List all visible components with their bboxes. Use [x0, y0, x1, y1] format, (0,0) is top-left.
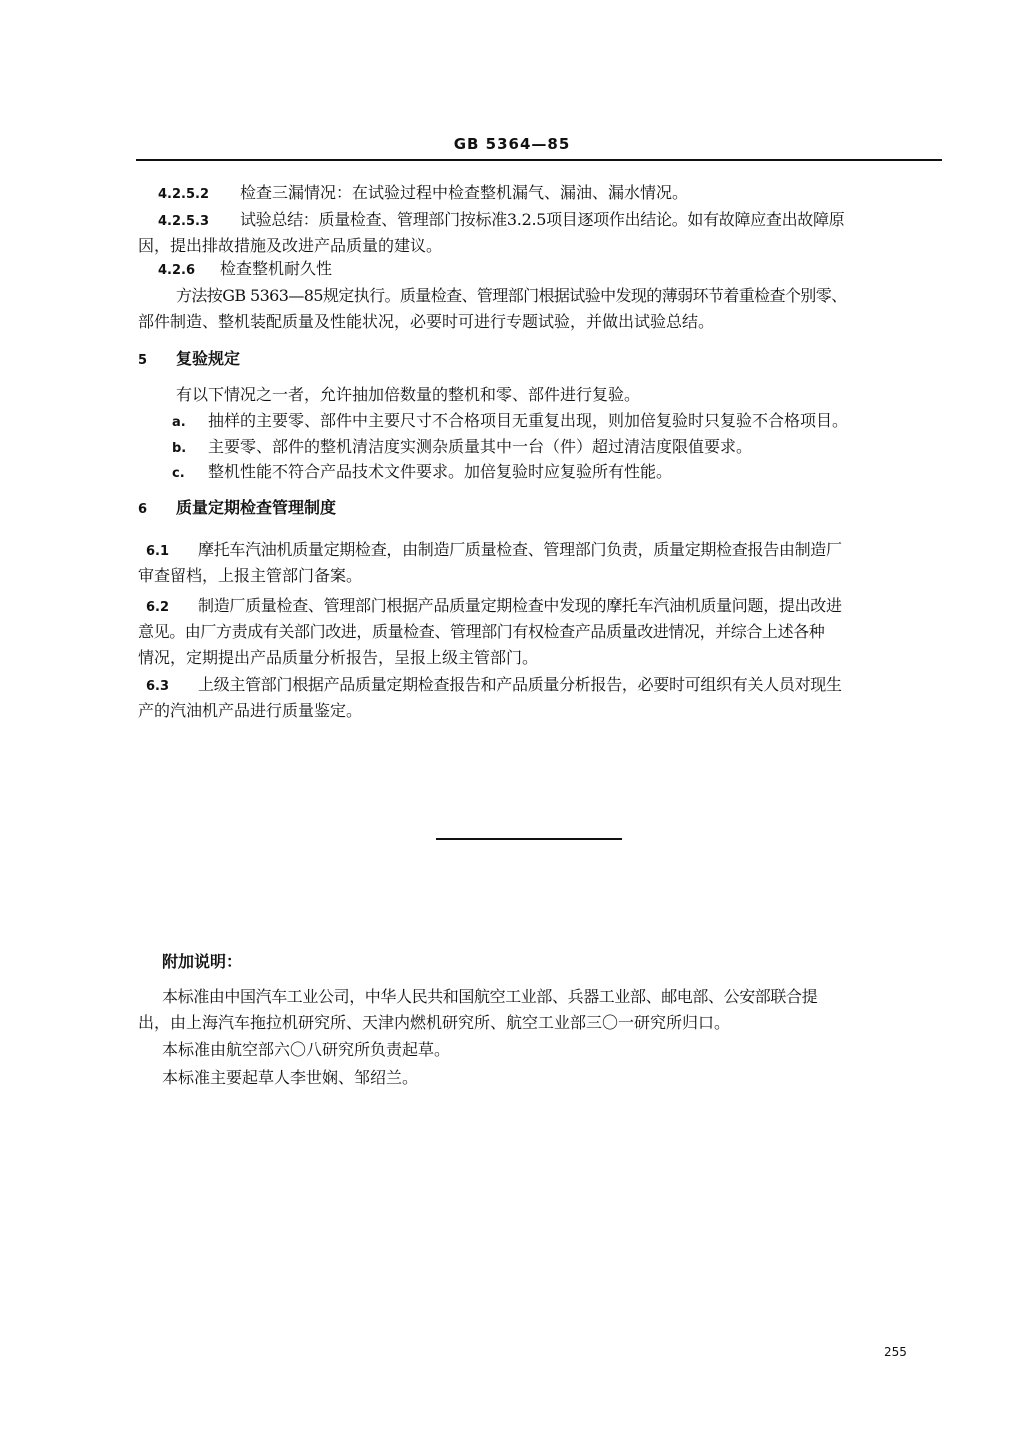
- section-5-heading: [138, 349, 240, 371]
- clause-6-2: [146, 596, 842, 618]
- clause-text: 检查三漏情况：在试验过程中检查整机漏气、漏油、漏水情况。: [240, 183, 689, 202]
- section-number: 6: [138, 502, 148, 517]
- clause-4-2-6-p2: 部件制造、整机装配质量及性能状况，必要时可进行专题试验，并做出试验总结。: [138, 312, 715, 331]
- clause-text: 摩托车汽油机质量定期检查，由制造厂质量检查、管理部门负责，质量定期检查报告由制造厂: [198, 540, 842, 559]
- clause-text: 上级主管部门根据产品质量定期检查报告和产品质量分析报告，必要时可组织有关人员对现生: [198, 675, 842, 694]
- page-number: 255: [884, 1345, 907, 1359]
- clause-number: 6.2: [146, 600, 170, 615]
- list-item: [172, 411, 848, 433]
- clause-text: 试验总结：质量检查、管理部门按标准3.2.5项目逐项作出结论。如有故障应查出故障原: [240, 210, 845, 229]
- list-item: [172, 437, 752, 459]
- notes-line: 本标准由航空部六〇八研究所负责起草。: [162, 1040, 451, 1059]
- notes-line: 本标准由中国汽车工业公司，中华人民共和国航空工业部、兵器工业部、邮电部、公安部联合提: [162, 987, 818, 1006]
- clause-number: 6.3: [146, 679, 170, 694]
- clause-4-2-6: [158, 259, 332, 281]
- section-title: 质量定期检查管理制度: [176, 498, 337, 517]
- clause-6-3-cont: 产的汽油机产品进行质量鉴定。: [138, 701, 363, 720]
- clause-number: 4.2.5.2: [158, 187, 209, 202]
- list-marker: b.: [172, 441, 187, 456]
- section-5-intro: 有以下情况之一者，允许抽加倍数量的整机和零、部件进行复验。: [176, 385, 641, 404]
- list-text: 抽样的主要零、部件中主要尺寸不合格项目无重复出现，则加倍复验时只复验不合格项目。: [208, 411, 849, 430]
- clause-6-2-cont: 意见。由厂方责成有关部门改进，质量检查、管理部门有权检查产品质量改进情况，并综合上述各种: [138, 622, 825, 641]
- list-marker: c.: [172, 466, 185, 481]
- section-6-heading: [138, 498, 336, 520]
- clause-6-3: [146, 675, 842, 697]
- clause-number: 4.2.6: [158, 263, 196, 278]
- clause-4-2-5-2: [158, 183, 688, 205]
- clause-title: 检查整机耐久性: [220, 259, 333, 278]
- end-rule: [436, 838, 622, 840]
- section-title: 复验规定: [176, 349, 241, 368]
- clause-4-2-5-3-cont: 因，提出排故措施及改进产品质量的建议。: [138, 236, 443, 255]
- header-rule: [136, 159, 942, 161]
- clause-6-1: [146, 540, 842, 562]
- document-code: GB 5364—85: [453, 135, 571, 153]
- clause-4-2-5-3: [158, 210, 844, 232]
- notes-line: 出，由上海汽车拖拉机研究所、天津内燃机研究所、航空工业部三〇一研究所归口。: [138, 1013, 731, 1032]
- clause-6-2-cont: 情况，定期提出产品质量分析报告，呈报上级主管部门。: [138, 648, 539, 667]
- notes-line: 本标准主要起草人李世娴、邹绍兰。: [162, 1068, 419, 1087]
- notes-title: 附加说明：: [162, 952, 243, 971]
- list-marker: a.: [172, 415, 186, 430]
- clause-number: 4.2.5.3: [158, 214, 209, 229]
- clause-text: 制造厂质量检查、管理部门根据产品质量定期检查中发现的摩托车汽油机质量问题，提出改进: [198, 596, 842, 615]
- clause-6-1-cont: 审查留档，上报主管部门备案。: [138, 566, 363, 585]
- clause-number: 6.1: [146, 544, 170, 559]
- list-item: [172, 462, 672, 484]
- clause-4-2-6-p1: 方法按GB 5363—85规定执行。质量检查、管理部门根据试验中发现的薄弱环节着重检查个别零、: [176, 286, 847, 305]
- list-text: 主要零、部件的整机清洁度实测杂质量其中一台（件）超过清洁度限值要求。: [208, 437, 753, 456]
- section-number: 5: [138, 353, 148, 368]
- list-text: 整机性能不符合产品技术文件要求。加倍复验时应复验所有性能。: [208, 462, 673, 481]
